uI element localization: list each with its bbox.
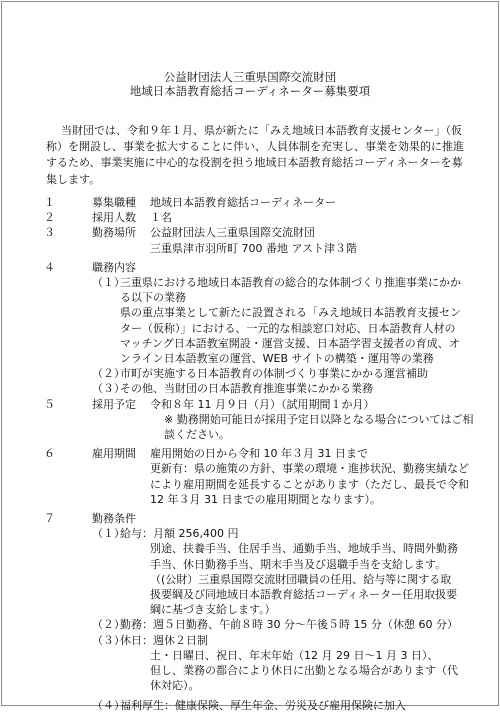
item-position: １ 募集職種 地域日本語教育総括コーディネーター: [44, 196, 337, 209]
hire-note: ※ 勤務開始可能日が採用予定日以降となる場合についてはご相談ください。: [164, 412, 474, 442]
salary-detail: 別途、扶養手当、住居手当、通勤手当、地域手当、時間外勤務手当、休日勤務手当、期末手当及び退職手当を支給します。: [150, 542, 458, 571]
duty-item: （１） 三重県における地域日本語教育の総合的な体制づくり推進事業にかかる以下の業務: [92, 276, 461, 305]
salary-note: （(公財）三重県国際交流財団職員の任用、給与等に関する取扱要綱及び同地域日本語教育総括コーディネーター任用取扱要綱に基づき支給します。）: [150, 572, 458, 617]
holiday-note: 但し、業務の都合により休日に出勤となる場合があります（代休対応）。: [150, 664, 458, 693]
item-employment-period: ６ 雇用期間 雇用開始の日から令和 10 年３月 31 日まで 更新有：県の施策の方針、事業の環境・進捗状況、勤務実績などにより雇用期間を延長することがあります（ただし、最長で令和 12 年３月 31 日までの雇用期間となります）。: [2, 446, 498, 507]
intro-paragraph: 当財団では、令和９年１月、県が新たに「みえ地域日本語教育支援センター」（仮称）を開設し、事業を拡大することに伴い、人員体制を充実し、事業を効果的に推進するため、事業実施に中心的な役割を担う地域日本語教育総括コーディネーターを募集します。: [46, 124, 464, 186]
condition-item: （１） 給与：月額 256,400 円: [92, 527, 239, 541]
holiday-detail: 土・日曜日、祝日、年末年始（12 月 29 日～1 月 3 日）、: [150, 648, 439, 662]
conditions-list: [2, 526, 498, 712]
duty-item: （３） その他、当財団の日本語教育推進事業にかかる業務: [92, 382, 373, 396]
duty-item: （２） 市町が実施する日本語教育の体制づくり事業にかかる運営補助: [92, 367, 428, 381]
requirements-list: [2, 195, 498, 713]
document-title: 地域日本語教育総括コーディネーター募集要項: [129, 84, 371, 98]
duties-list: [2, 275, 498, 397]
item-hire-date: ５ 採用予定 令和８年 11 月９日（月）（試用期間１か月） ※ 勤務開始可能日が採用予定日以降となる場合についてはご相談ください。: [2, 397, 498, 443]
item-headcount: ２ 採用人数 １名: [44, 211, 172, 225]
condition-item: （２） 勤務：週５日勤務、午前８時 30 分～午後５時 15 分（休憩 60 分）: [92, 618, 458, 632]
duty-detail: 県の重点事業として新たに設置される「みえ地域日本語教育支援センター（仮称）」における、一元的な相談窓口対応、日本語教育人材のマッチング日本語教室開設・運営支援、日本語学習支援者の育成、オンライン日本語教室の運営、WEB サイトの構築・運用等の業務: [120, 306, 461, 366]
org-name: 公益財団法人三重県国際交流財団: [163, 70, 337, 84]
item-workplace: ３ 勤務場所 公益財団法人三重県国際交流財団 三重県津市羽所町 700 番地 アスト津３階: [44, 226, 358, 255]
document-page: [1, 1, 499, 712]
condition-item: （３） 休日：週休２日制: [92, 633, 208, 647]
condition-item: （４） 福利厚生：健康保険、厚生年金、労災及び雇用保険に加入: [92, 698, 406, 712]
item-conditions: ７ 勤務条件: [44, 512, 136, 526]
employment-note: 更新有：県の施策の方針、事業の環境・進捗状況、勤務実績などにより雇用期間を延長することがあります（ただし、最長で令和 12 年３月 31 日までの雇用期間となります）。: [150, 462, 469, 506]
item-duties: ４ 職務内容: [44, 260, 136, 274]
